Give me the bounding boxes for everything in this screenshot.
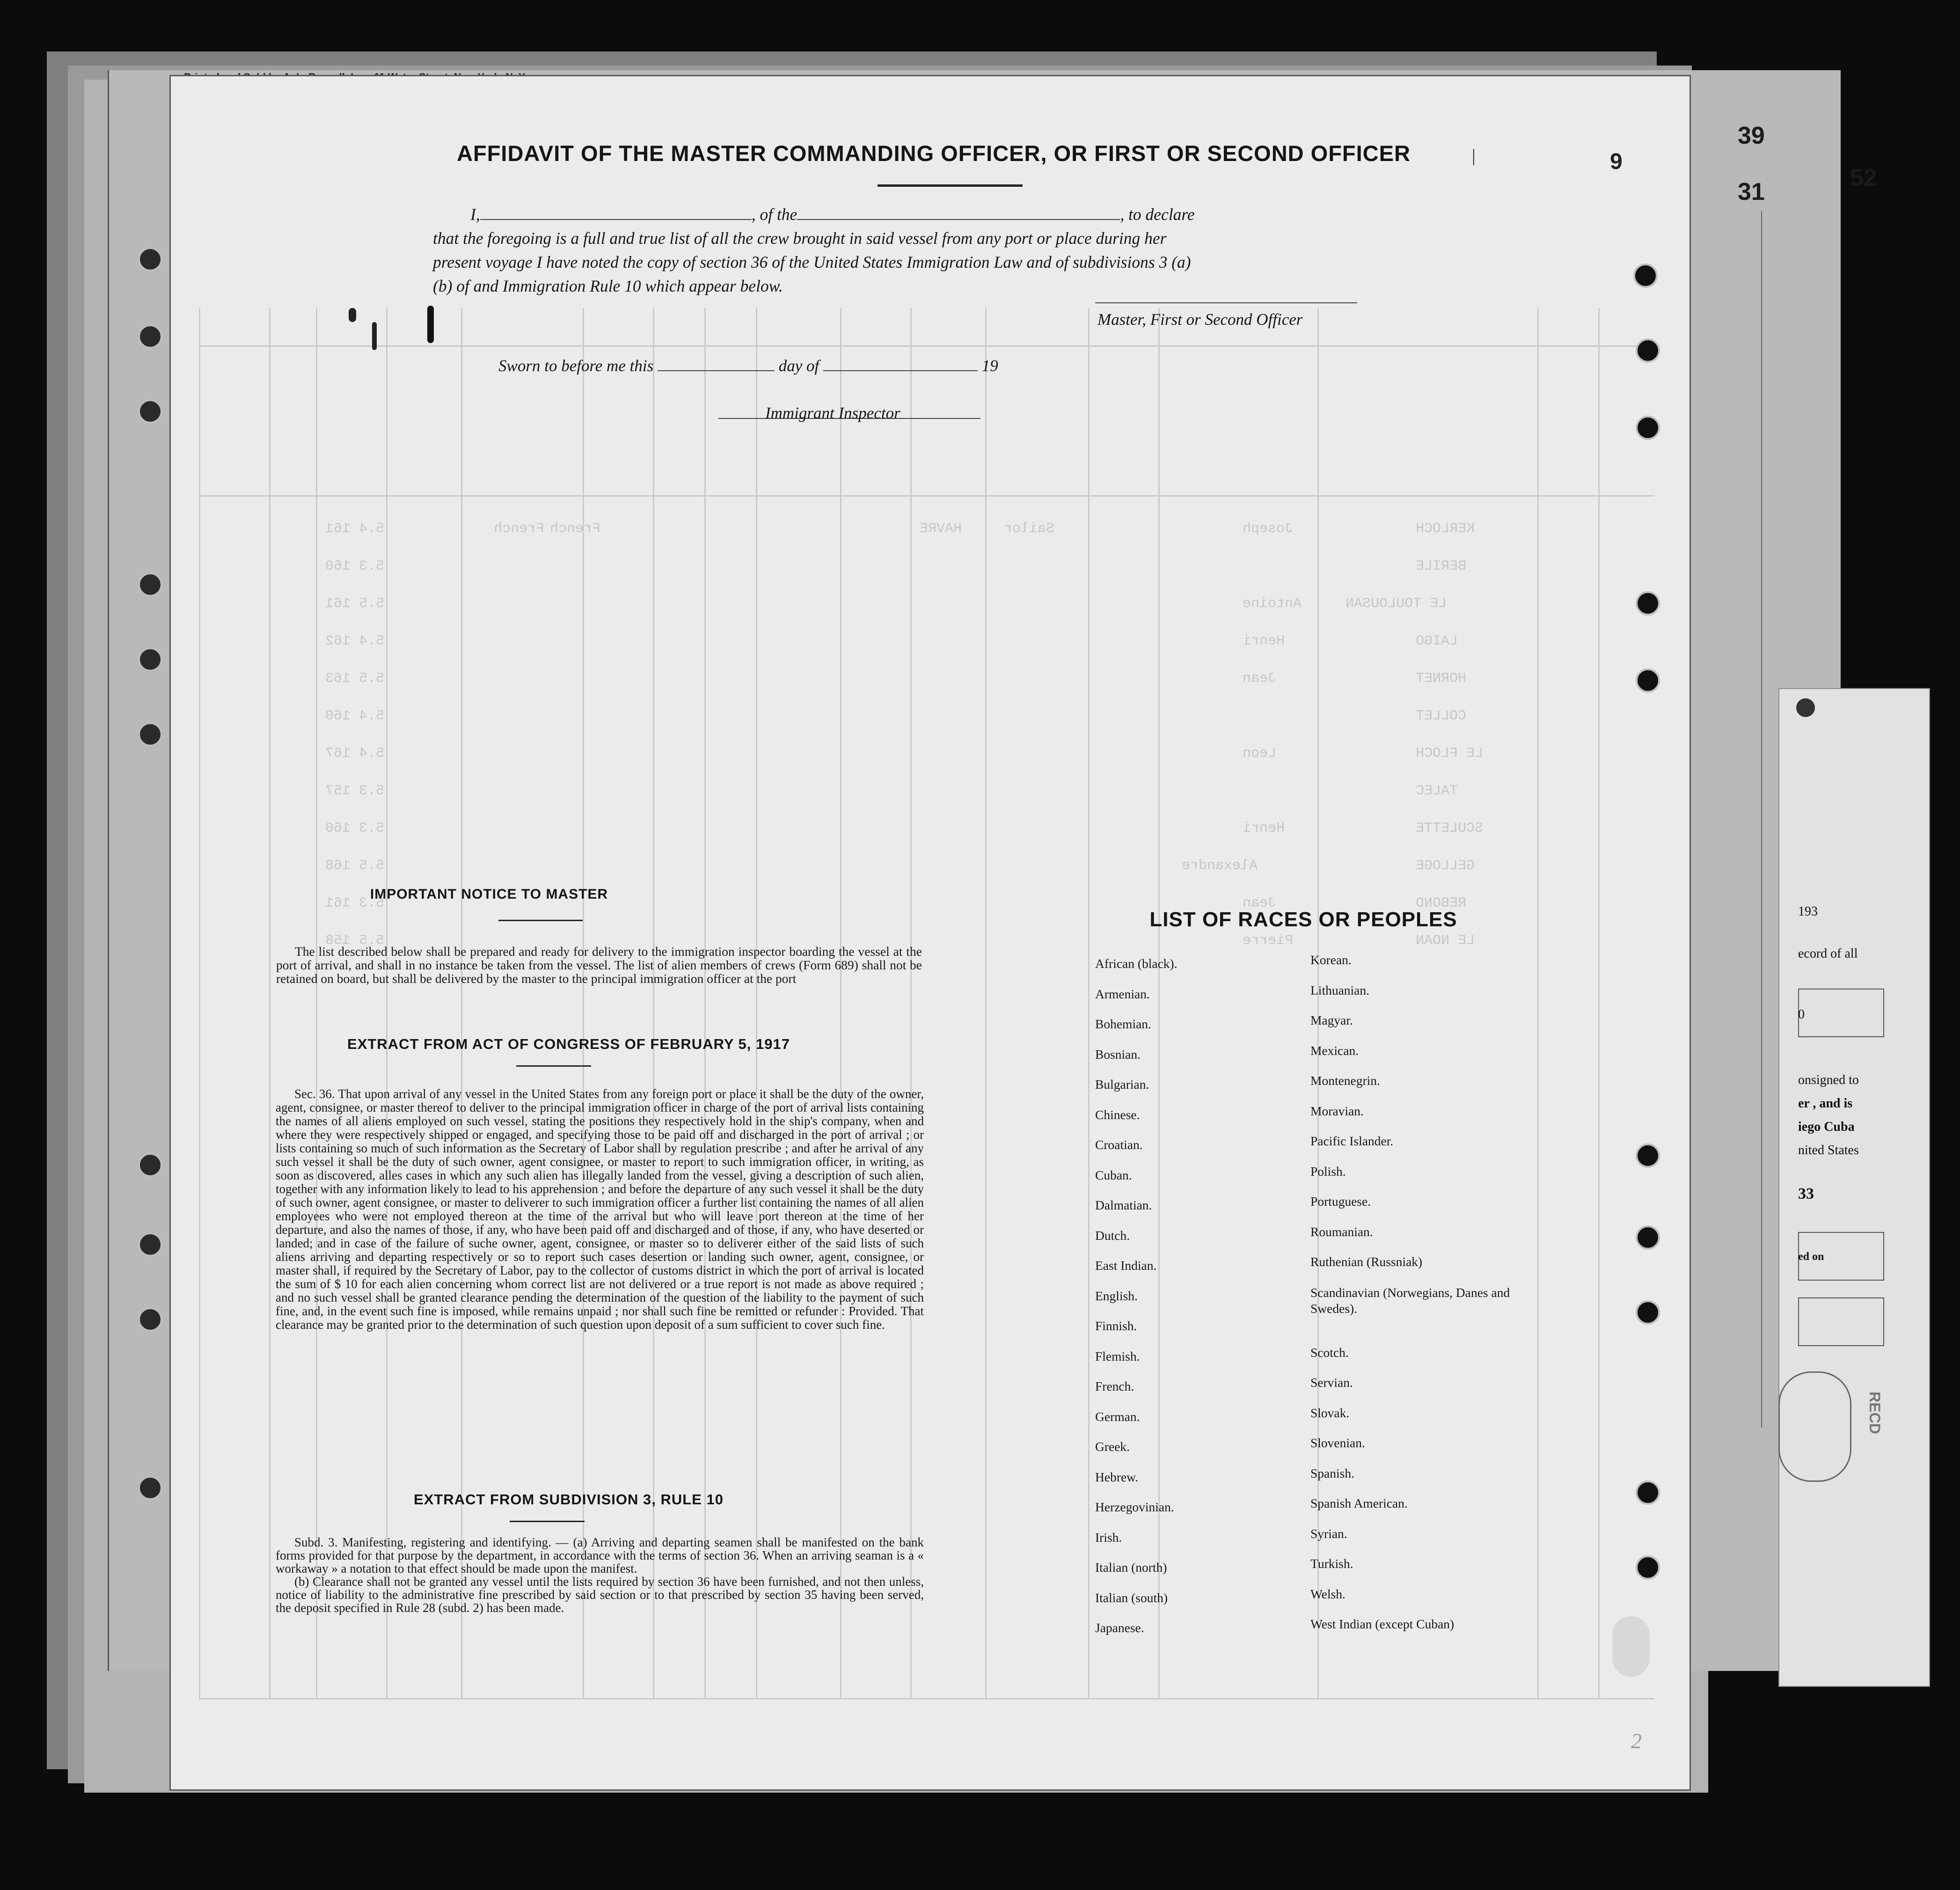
punch-hole — [138, 247, 162, 271]
punch-hole — [1636, 416, 1660, 440]
race-item: Bulgarian. — [1095, 1077, 1149, 1092]
show-through-grid: KERLOCH BERILE LE TOULOUSAN LAIGO HORNET COLLET LE FLOCH TALEC SCULETTE GELLOGE REBOND LE NOAN Joseph Antoine Henri Jean Leon Henri Alexandre Jean Pierre HAVRE Sailor French French 5.4 161 5.3 160 5.5 161 5.4 162 5.5 163 5.4 160 5.4 167 5.3 157 5.3 160 5.5 168 5.3 161 5.5 158 — [199, 308, 1654, 1698]
sworn-statement — [498, 356, 998, 375]
received-stamp: RECD — [1866, 1392, 1883, 1434]
punch-hole — [138, 722, 162, 747]
card-text: 33 — [1798, 1185, 1814, 1202]
race-item: African (black). — [1095, 956, 1177, 971]
punch-hole — [1636, 1300, 1660, 1325]
punch-hole — [1636, 1480, 1660, 1505]
punch-hole — [138, 572, 162, 597]
race-item: Moravian. — [1310, 1103, 1364, 1118]
race-item: Italian (north) — [1095, 1560, 1167, 1575]
race-item: Hebrew. — [1095, 1469, 1139, 1484]
race-item: Polish. — [1310, 1164, 1346, 1179]
race-item: Scotch. — [1310, 1345, 1349, 1360]
race-item: East Indian. — [1095, 1258, 1157, 1273]
race-item: Dalmatian. — [1095, 1198, 1152, 1212]
races-column — [1310, 952, 1516, 1647]
marginal-number: 39 — [1738, 122, 1765, 149]
race-item: Turkish. — [1310, 1556, 1353, 1571]
race-item: German. — [1095, 1409, 1140, 1424]
sworn-text: 19 — [981, 357, 998, 375]
punch-hole — [138, 1476, 162, 1500]
card-text: 193 — [1798, 904, 1818, 919]
faint-stamp — [1612, 1616, 1650, 1677]
punch-hole — [138, 1153, 162, 1177]
master-signature-line — [1095, 302, 1357, 303]
race-item: Magyar. — [1310, 1013, 1353, 1027]
affidavit-page — [171, 76, 1689, 1789]
inspector-signature-label: Immigrant Inspector — [765, 404, 900, 422]
race-item: Finnish. — [1095, 1319, 1137, 1333]
affidavit-text: I, — [470, 205, 480, 224]
race-item: Scandinavian (Norwegians, Danes and Swedes). — [1310, 1285, 1510, 1316]
punch-hole — [138, 399, 162, 424]
race-item: Pacific Islander. — [1310, 1134, 1394, 1148]
heading-rule — [516, 1065, 591, 1067]
race-item: Chinese. — [1095, 1107, 1140, 1122]
act-heading: EXTRACT FROM ACT OF CONGRESS OF FEBRUARY 5, 1917 — [347, 1036, 790, 1052]
side-record-card — [1778, 688, 1930, 1687]
race-item: Portuguese. — [1310, 1194, 1371, 1209]
notice-heading: IMPORTANT NOTICE TO MASTER — [370, 886, 608, 902]
heading-rule — [498, 920, 583, 921]
races-heading: LIST OF RACES OR PEOPLES — [1149, 908, 1457, 931]
punch-hole — [1636, 338, 1660, 363]
master-signature-label: Master, First or Second Officer — [1097, 310, 1303, 329]
column-rule — [1761, 211, 1762, 1428]
race-item: Slovak. — [1310, 1405, 1350, 1420]
affidavit-text: , to declare — [1120, 205, 1195, 224]
sworn-text: Sworn to before me this — [498, 357, 654, 375]
race-item: Servian. — [1310, 1375, 1353, 1390]
subdivision-paragraph: Subd. 3. Manifesting, registering and identifying. — (a) Arriving and departing seamen shall be manifested on the bank forms provided for that purpose by the department, in accordance with the terms of section 36. When an arriving seaman is a « workaway » a notation to that effect should be made upon the manifest. — [276, 1535, 924, 1575]
subdivision-body — [276, 1536, 924, 1614]
race-item: Bosnian. — [1095, 1047, 1141, 1062]
race-item: Mexican. — [1310, 1043, 1359, 1058]
ink-mark — [349, 308, 356, 322]
punch-hole — [138, 324, 162, 349]
subdivision-paragraph: (b) Clearance shall not be granted any vessel until the lists required by section 36 have been furnished, and not then unless, notice of liability to the administrative fine prescribed by said section or to that prescribed by section 35 having been served, the deposit specified in Rule 28 (subd. 2) has been made. — [276, 1575, 924, 1615]
ink-mark — [427, 306, 434, 343]
affidavit-text: , of the — [751, 205, 797, 224]
race-item: Armenian. — [1095, 986, 1150, 1001]
race-item: Syrian. — [1310, 1526, 1347, 1541]
race-item: French. — [1095, 1379, 1134, 1393]
affidavit-text: (b) of and Immigration Rule 10 which appear below. — [433, 277, 783, 295]
subdivision-heading: EXTRACT FROM SUBDIVISION 3, RULE 10 — [414, 1491, 724, 1508]
ink-mark — [372, 322, 377, 350]
card-text: er , and is — [1798, 1096, 1853, 1111]
race-item: Korean. — [1310, 952, 1352, 967]
act-body: Sec. 36. That upon arrival of any vessel in the United States from any foreign port or place it shall be the duty of the owner, agent, consignee, or master thereof to deliver to the principal immigration officer in charge of the port of arrival lists containing the names of all aliens employed on such vessel, stating the positions they respectively hold in the ship's company, when and where they were respectively shipped or engaged, and specifying those to be paid off and discharged in the port of arrival ; or lists containing so much of such information as the Secretary of Labor shall by regulation prescribe ; and after he arrival of any such vessel it shall be the duty of such owner, agent consignee, or master to report to such immigration officer, in writing, as soon as discovered, alles cases in which any such alien has illegally landed from the vessel, giving a description of such alien, together with any information likely to lead to his apprehension ; and before the departure of any such vessel it shall be the duty of such owner, agent consignee, or master to deliverer to such immigration officer a further list containing the names of all alien employees who were not employed thereon at the time of the arrival but who will leave port thereon at the time of her departure, and also the names of those, if any, who have been paid off and discharged and of those, if any, who have deserted or landed; and in case of the failure of suche owner, agent, consignee, or master so to deliverer either of the said lists of such aliens arriving and departing respectively or so to report such cases desertion or landing such owner, agent, consignee, or master shall, if required by the Secretary of Labor, pay to the collector of customs district in which the port of arrival is located the sum of $ 10 for each alien concerning whom correct list are not delivered or a true report is not made as above required ; and no such vessel shall be granted clearance pending the determination of the question of the liability to the payment of such fine, and, in the event such fine is imposed, while remains unpaid ; nor shall such fine be remitted or refunder : Provided. That clearance may be granted prior to the determination of such question upon deposit of a sum sufficient to cover such fine. — [276, 1087, 924, 1332]
month-blank — [823, 356, 978, 371]
race-item: Ruthenian (Russniak) — [1310, 1254, 1423, 1269]
notice-body: The list described below shall be prepared and ready for delivery to the immigration inspector boarding the vessel at the port of arrival, and shall in no instance be taken from the vessel. The list of alien members of crews (Form 689) shall not be retained on board, but shall be delivered by the master to the principal immigration officer at the port — [276, 944, 922, 986]
day-blank — [658, 356, 775, 371]
race-item: Welsh. — [1310, 1586, 1346, 1601]
race-item: Spanish. — [1310, 1465, 1354, 1480]
ink-tick: | — [1472, 146, 1476, 166]
card-text: iego Cuba — [1798, 1120, 1855, 1134]
pencil-mark: 2 — [1631, 1729, 1642, 1753]
race-item: Slovenian. — [1310, 1436, 1365, 1450]
punch-hole — [138, 1307, 162, 1332]
punch-hole — [1636, 668, 1660, 693]
card-text: 0 — [1798, 1007, 1805, 1022]
name-blank — [480, 205, 752, 220]
page-number: 9 — [1610, 149, 1623, 174]
affidavit-text: that the foregoing is a full and true list of all the crew brought in said vessel from any port or place during her — [433, 229, 1167, 248]
punch-hole — [1796, 698, 1815, 717]
card-text: onsigned to — [1798, 1073, 1859, 1087]
race-item: West Indian (except Cuban) — [1310, 1617, 1455, 1631]
card-box — [1798, 989, 1884, 1037]
heading-rule — [510, 1521, 585, 1522]
punch-hole — [1636, 1143, 1660, 1168]
race-item: Greek. — [1095, 1439, 1130, 1454]
card-text: nited States — [1798, 1143, 1859, 1157]
punch-hole — [1636, 1555, 1660, 1580]
race-item: Cuban. — [1095, 1167, 1132, 1182]
affidavit-statement — [433, 203, 1542, 298]
punch-hole — [138, 1232, 162, 1257]
race-item: Flemish. — [1095, 1348, 1140, 1363]
race-item: Herzegovinian. — [1095, 1500, 1174, 1514]
race-item: English. — [1095, 1288, 1138, 1303]
race-item: Bohemian. — [1095, 1017, 1151, 1031]
title-rule — [878, 184, 1023, 187]
punch-hole — [1636, 591, 1660, 615]
race-item: Dutch. — [1095, 1228, 1130, 1243]
punch-hole — [1636, 1225, 1660, 1250]
affidavit-title: AFFIDAVIT OF THE MASTER COMMANDING OFFICER, OR FIRST OR SECOND OFFICER — [457, 141, 1411, 166]
date-stamp — [1778, 1371, 1851, 1482]
card-box — [1798, 1297, 1884, 1346]
races-column — [1095, 956, 1177, 1651]
race-item: Montenegrin. — [1310, 1073, 1380, 1088]
punch-hole — [1633, 264, 1658, 288]
card-text: ecord of all — [1798, 946, 1858, 961]
vessel-blank — [797, 205, 1120, 220]
race-item: Japanese. — [1095, 1620, 1144, 1635]
affidavit-text: present voyage I have noted the copy of section 36 of the United States Immigration Law and of subdivisions 3 (a) — [433, 253, 1191, 271]
sworn-text: day of — [778, 357, 819, 375]
punch-hole — [138, 647, 162, 672]
race-item: Irish. — [1095, 1530, 1122, 1545]
marginal-number: 52 — [1850, 164, 1877, 191]
race-item: Italian (south) — [1095, 1590, 1168, 1605]
marginal-number: 31 — [1738, 178, 1765, 205]
race-item: Lithuanian. — [1310, 982, 1370, 997]
race-item: Roumanian. — [1310, 1224, 1373, 1239]
race-item: Croatian. — [1095, 1137, 1143, 1152]
card-text: ed on — [1798, 1251, 1824, 1263]
race-item: Spanish American. — [1310, 1496, 1408, 1510]
